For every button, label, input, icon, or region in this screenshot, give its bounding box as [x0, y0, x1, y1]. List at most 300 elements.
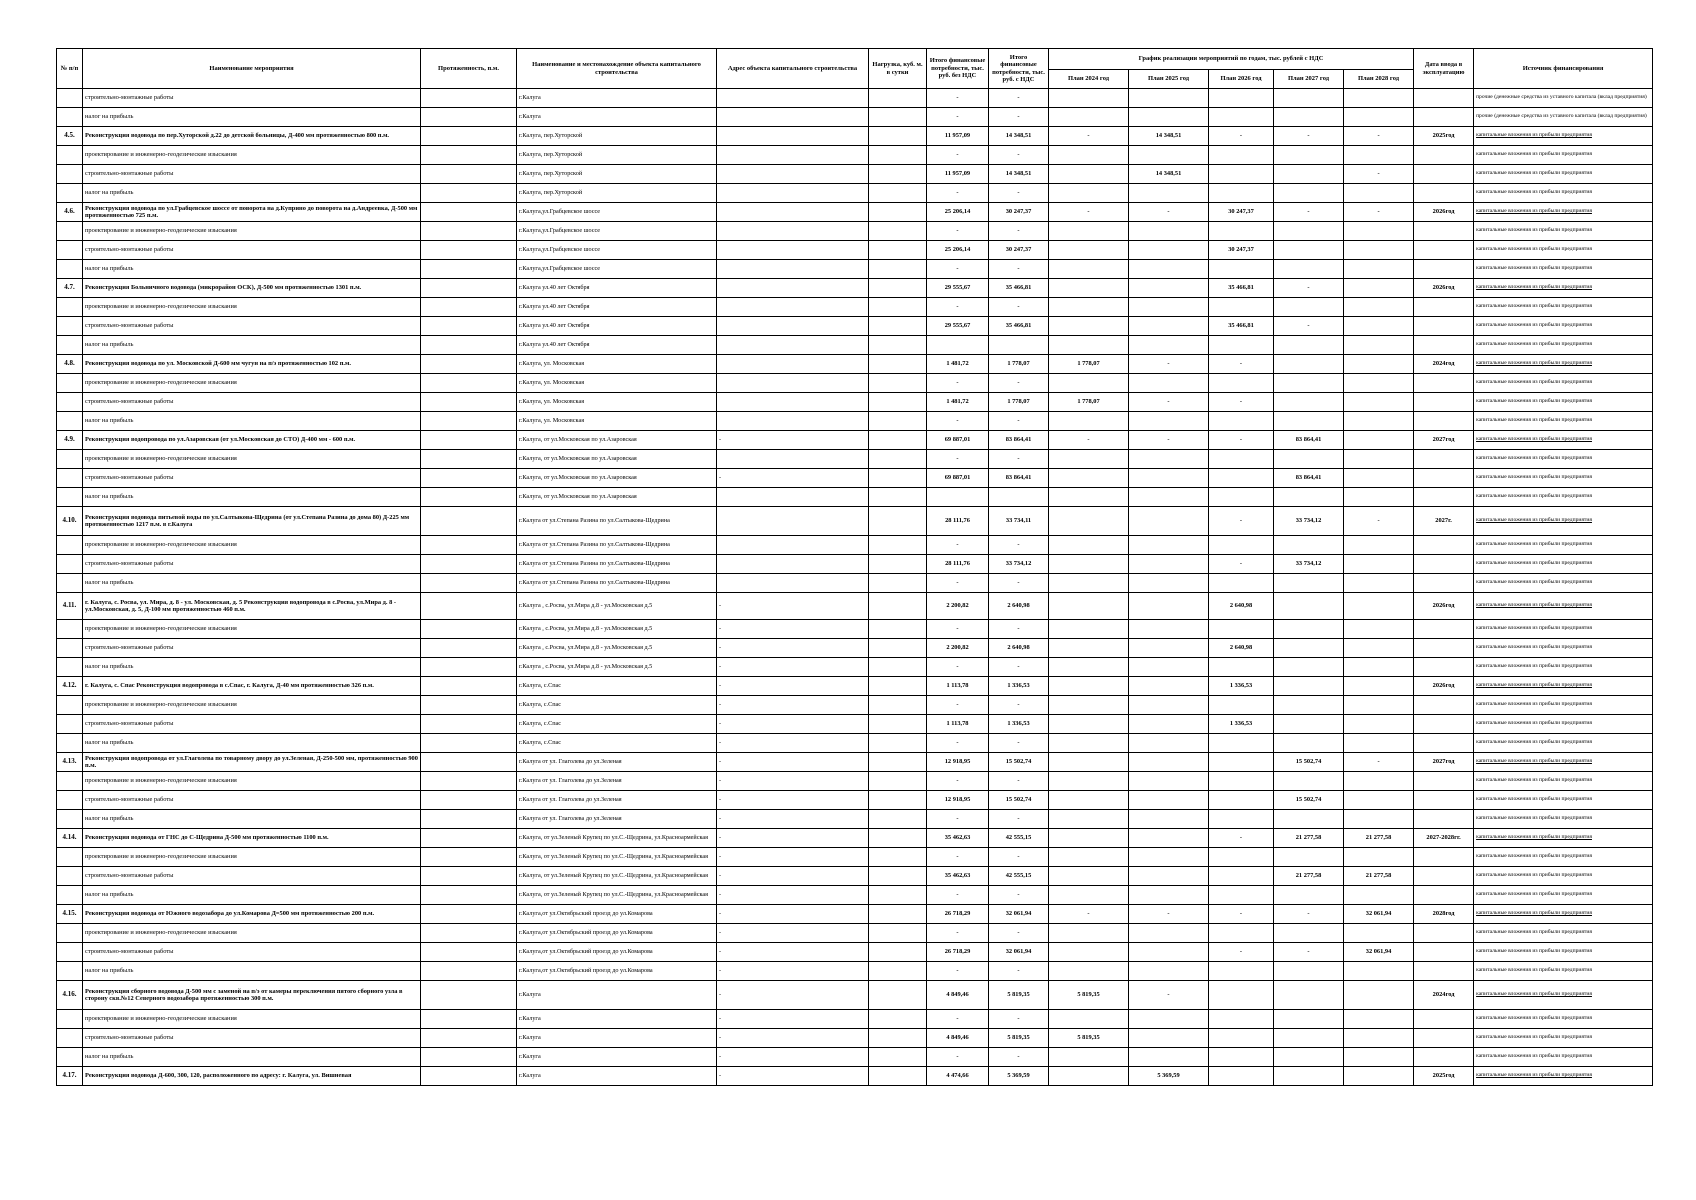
cell-y2024: 5 819,35 — [1049, 1029, 1129, 1048]
cell-load — [869, 1067, 927, 1086]
cell-name: Реконструкция водовода Д-600, 300, 120, расположенного по адресу: г. Калуга, ул. Вишневая — [83, 1067, 421, 1086]
cell-y2024 — [1049, 507, 1129, 536]
cell-total-novat: 4 474,66 — [927, 1067, 989, 1086]
cell-object: г.Калуга от ул.Степана Разина по ул.Салтыкова-Щедрина — [517, 536, 717, 555]
cell-num — [57, 943, 83, 962]
cell-object: г.Калуга, пер.Хуторской — [517, 127, 717, 146]
cell-y2025 — [1129, 943, 1209, 962]
cell-date — [1414, 89, 1474, 108]
cell-y2025 — [1129, 574, 1209, 593]
cell-source: капитальные вложения из прибыли предприятия — [1474, 1029, 1653, 1048]
cell-object: г.Калуга , с.Росва, ул.Мира д.8 - ул.Московская д.5 — [517, 620, 717, 639]
cell-total-vat: 42 555,15 — [989, 867, 1049, 886]
cell-source: капитальные вложения из прибыли предприятия — [1474, 962, 1653, 981]
cell-address — [717, 108, 869, 127]
cell-y2028 — [1344, 279, 1414, 298]
cell-address — [717, 165, 869, 184]
cell-total-novat: 28 111,76 — [927, 507, 989, 536]
cell-y2024 — [1049, 488, 1129, 507]
cell-address — [717, 536, 869, 555]
cell-y2025 — [1129, 260, 1209, 279]
cell-total-vat: - — [989, 222, 1049, 241]
cell-y2024 — [1049, 469, 1129, 488]
cell-y2024 — [1049, 450, 1129, 469]
table-row — [57, 1010, 1653, 1029]
cell-name: строительно-монтажные работы — [83, 165, 421, 184]
cell-y2026 — [1209, 620, 1274, 639]
cell-y2027 — [1274, 222, 1344, 241]
cell-total-vat: - — [989, 89, 1049, 108]
table-row — [57, 753, 1653, 772]
cell-name: Реконструкция сборного водовода Д-500 мм с заменой на п/э от камеры переключения пятого сборного узла в сторону скв.№12 Северного водозабора протяженностью 300 п.м. — [83, 981, 421, 1010]
cell-num — [57, 165, 83, 184]
cell-y2026: 30 247,37 — [1209, 203, 1274, 222]
cell-y2024 — [1049, 108, 1129, 127]
cell-source: капитальные вложения из прибыли предприятия — [1474, 593, 1653, 620]
cell-object: г.Калуга, с.Спас — [517, 734, 717, 753]
cell-source: капитальные вложения из прибыли предприятия — [1474, 772, 1653, 791]
cell-y2024 — [1049, 677, 1129, 696]
cell-y2026 — [1209, 450, 1274, 469]
cell-total-novat: - — [927, 146, 989, 165]
table-row — [57, 536, 1653, 555]
cell-length — [421, 146, 517, 165]
cell-total-vat: 14 348,51 — [989, 127, 1049, 146]
cell-load — [869, 536, 927, 555]
cell-load — [869, 905, 927, 924]
table-row — [57, 620, 1653, 639]
cell-total-novat: - — [927, 962, 989, 981]
cell-object: г.Калуга,от ул.Октябрьский проезд до ул.Комарова — [517, 962, 717, 981]
cell-date — [1414, 1048, 1474, 1067]
cell-total-novat: 25 206,14 — [927, 241, 989, 260]
cell-num: 4.17. — [57, 1067, 83, 1086]
cell-object: г.Калуга — [517, 1048, 717, 1067]
cell-object: г.Калуга, от ул.Московская по ул.Азаровская — [517, 469, 717, 488]
cell-y2024 — [1049, 867, 1129, 886]
cell-y2026 — [1209, 1010, 1274, 1029]
cell-y2027 — [1274, 1067, 1344, 1086]
cell-object: г.Калуга, с.Спас — [517, 715, 717, 734]
cell-source: капитальные вложения из прибыли предприятия — [1474, 469, 1653, 488]
cell-load — [869, 89, 927, 108]
cell-name: налог на прибыль — [83, 488, 421, 507]
cell-y2027: 15 502,74 — [1274, 753, 1344, 772]
cell-address: - — [717, 696, 869, 715]
cell-y2024 — [1049, 536, 1129, 555]
cell-y2026 — [1209, 848, 1274, 867]
cell-y2024 — [1049, 374, 1129, 393]
cell-y2025: - — [1129, 355, 1209, 374]
table-row — [57, 1029, 1653, 1048]
cell-date — [1414, 184, 1474, 203]
cell-length — [421, 1010, 517, 1029]
cell-source: капитальные вложения из прибыли предприятия — [1474, 507, 1653, 536]
cell-y2025 — [1129, 108, 1209, 127]
cell-y2028 — [1344, 981, 1414, 1010]
cell-date — [1414, 734, 1474, 753]
cell-num — [57, 108, 83, 127]
cell-total-novat: 1 113,78 — [927, 677, 989, 696]
cell-y2025: 5 369,59 — [1129, 1067, 1209, 1086]
cell-date — [1414, 848, 1474, 867]
cell-y2025: - — [1129, 431, 1209, 450]
cell-y2026 — [1209, 1048, 1274, 1067]
cell-y2027 — [1274, 810, 1344, 829]
cell-address — [717, 146, 869, 165]
cell-y2028: 32 061,94 — [1344, 905, 1414, 924]
cell-name: проектирование и инженерно-геодезические изыскания — [83, 298, 421, 317]
cell-length — [421, 412, 517, 431]
cell-length — [421, 1048, 517, 1067]
cell-object: г.Калуга от ул.Степана Разина по ул.Салтыкова-Щедрина — [517, 507, 717, 536]
cell-name: строительно-монтажные работы — [83, 639, 421, 658]
cell-source: капитальные вложения из прибыли предприятия — [1474, 184, 1653, 203]
cell-length — [421, 298, 517, 317]
cell-y2027: 83 864,41 — [1274, 469, 1344, 488]
cell-total-vat: 5 819,35 — [989, 1029, 1049, 1048]
cell-y2028 — [1344, 146, 1414, 165]
cell-name: Реконструкция водовода по пер.Хуторской д.22 до детской больницы, Д-400 мм протяженностью 800 п.м. — [83, 127, 421, 146]
cell-y2026 — [1209, 810, 1274, 829]
cell-num — [57, 924, 83, 943]
cell-length — [421, 165, 517, 184]
cell-y2028 — [1344, 412, 1414, 431]
cell-y2024 — [1049, 593, 1129, 620]
cell-y2026 — [1209, 574, 1274, 593]
cell-y2025 — [1129, 298, 1209, 317]
cell-y2026: 35 466,81 — [1209, 279, 1274, 298]
cell-y2027 — [1274, 1029, 1344, 1048]
cell-y2028 — [1344, 374, 1414, 393]
cell-load — [869, 810, 927, 829]
cell-y2024: 1 778,07 — [1049, 393, 1129, 412]
cell-y2026 — [1209, 867, 1274, 886]
table-row — [57, 943, 1653, 962]
cell-address — [717, 279, 869, 298]
cell-y2027: 83 864,41 — [1274, 431, 1344, 450]
cell-y2028 — [1344, 696, 1414, 715]
cell-name: строительно-монтажные работы — [83, 555, 421, 574]
cell-name: налог на прибыль — [83, 810, 421, 829]
cell-y2026: 30 247,37 — [1209, 241, 1274, 260]
col-date-header: Дата ввода в эксплуатацию — [1414, 49, 1474, 89]
cell-total-novat: - — [927, 222, 989, 241]
table-row — [57, 260, 1653, 279]
cell-source: капитальные вложения из прибыли предприятия — [1474, 393, 1653, 412]
cell-name: проектирование и инженерно-геодезические изыскания — [83, 772, 421, 791]
cell-total-vat: - — [989, 574, 1049, 593]
cell-num — [57, 536, 83, 555]
cell-y2025 — [1129, 1048, 1209, 1067]
cell-y2026: - — [1209, 393, 1274, 412]
cell-y2025 — [1129, 962, 1209, 981]
table-row — [57, 696, 1653, 715]
cell-object: г.Калуга,ул.Грабцевское шоссе — [517, 203, 717, 222]
table-row — [57, 298, 1653, 317]
cell-total-novat: - — [927, 810, 989, 829]
cell-load — [869, 658, 927, 677]
cell-total-novat: - — [927, 924, 989, 943]
cell-length — [421, 1067, 517, 1086]
cell-y2027: 33 734,12 — [1274, 555, 1344, 574]
cell-load — [869, 924, 927, 943]
cell-address — [717, 203, 869, 222]
cell-object: г.Калуга от ул. Глаголева до ул.Зеленая — [517, 810, 717, 829]
cell-length — [421, 981, 517, 1010]
cell-length — [421, 507, 517, 536]
cell-y2027 — [1274, 165, 1344, 184]
cell-y2026: 1 336,53 — [1209, 715, 1274, 734]
cell-load — [869, 165, 927, 184]
cell-source: капитальные вложения из прибыли предприятия — [1474, 696, 1653, 715]
cell-y2027 — [1274, 184, 1344, 203]
cell-y2025 — [1129, 677, 1209, 696]
cell-load — [869, 715, 927, 734]
cell-total-novat: 4 849,46 — [927, 981, 989, 1010]
cell-y2025: - — [1129, 905, 1209, 924]
cell-source: капитальные вложения из прибыли предприятия — [1474, 848, 1653, 867]
cell-load — [869, 962, 927, 981]
cell-length — [421, 450, 517, 469]
cell-address: - — [717, 639, 869, 658]
cell-date — [1414, 317, 1474, 336]
cell-num: 4.10. — [57, 507, 83, 536]
table-row — [57, 450, 1653, 469]
cell-y2028 — [1344, 810, 1414, 829]
cell-y2026: - — [1209, 127, 1274, 146]
cell-address: - — [717, 943, 869, 962]
cell-y2024: - — [1049, 203, 1129, 222]
cell-length — [421, 753, 517, 772]
cell-num: 4.13. — [57, 753, 83, 772]
cell-y2024 — [1049, 639, 1129, 658]
cell-total-novat: 4 849,46 — [927, 1029, 989, 1048]
cell-num: 4.15. — [57, 905, 83, 924]
cell-y2028: - — [1344, 753, 1414, 772]
cell-total-vat: 1 336,53 — [989, 715, 1049, 734]
cell-y2027 — [1274, 593, 1344, 620]
cell-y2026: - — [1209, 355, 1274, 374]
cell-y2028 — [1344, 222, 1414, 241]
cell-y2027 — [1274, 962, 1344, 981]
cell-name: г. Калуга, с. Спас Реконструкция водопровода в с.Спас, г. Калуга, Д-40 мм протяженностью 326 п.м. — [83, 677, 421, 696]
cell-y2027 — [1274, 1010, 1344, 1029]
cell-y2025 — [1129, 593, 1209, 620]
cell-y2024 — [1049, 555, 1129, 574]
cell-y2027 — [1274, 355, 1344, 374]
cell-y2024 — [1049, 241, 1129, 260]
cell-name: Реконструкция водовода от ГНС до С-Щедрина Д-500 мм протяженностью 1100 п.м. — [83, 829, 421, 848]
cell-y2025 — [1129, 374, 1209, 393]
cell-name: налог на прибыль — [83, 1048, 421, 1067]
cell-load — [869, 374, 927, 393]
cell-object: г.Калуга, от ул.Московская по ул.Азаровская — [517, 488, 717, 507]
cell-length — [421, 677, 517, 696]
cell-address — [717, 507, 869, 536]
investment-program-table — [56, 48, 1653, 1086]
cell-load — [869, 753, 927, 772]
cell-date — [1414, 146, 1474, 165]
cell-address: - — [717, 658, 869, 677]
cell-name: строительно-монтажные работы — [83, 393, 421, 412]
cell-y2028 — [1344, 1010, 1414, 1029]
cell-source: прочие (денежные средства из уставного капитала (вклад предприятия) — [1474, 89, 1653, 108]
table-row — [57, 981, 1653, 1010]
cell-y2024 — [1049, 620, 1129, 639]
cell-load — [869, 574, 927, 593]
cell-address — [717, 488, 869, 507]
cell-num: 4.7. — [57, 279, 83, 298]
cell-total-vat: 30 247,37 — [989, 203, 1049, 222]
cell-source: капитальные вложения из прибыли предприятия — [1474, 165, 1653, 184]
cell-object: г.Калуга от ул. Глаголева до ул.Зеленая — [517, 772, 717, 791]
cell-source: капитальные вложения из прибыли предприятия — [1474, 536, 1653, 555]
cell-load — [869, 298, 927, 317]
cell-object: г.Калуга, пер.Хуторской — [517, 146, 717, 165]
cell-total-novat — [927, 488, 989, 507]
cell-num — [57, 658, 83, 677]
col-num-header: № п/п — [57, 49, 83, 89]
cell-object: г.Калуга, от ул.Зеленый Крупец по ул.С.-Щедрина, ул.Красноармейская — [517, 867, 717, 886]
cell-y2024 — [1049, 574, 1129, 593]
cell-y2024 — [1049, 146, 1129, 165]
cell-y2026 — [1209, 488, 1274, 507]
cell-source: капитальные вложения из прибыли предприятия — [1474, 555, 1653, 574]
cell-object: г.Калуга — [517, 1010, 717, 1029]
cell-y2025 — [1129, 696, 1209, 715]
cell-total-novat: 25 206,14 — [927, 203, 989, 222]
cell-y2024 — [1049, 715, 1129, 734]
cell-load — [869, 336, 927, 355]
cell-y2026 — [1209, 336, 1274, 355]
table-row — [57, 374, 1653, 393]
cell-name: строительно-монтажные работы — [83, 241, 421, 260]
cell-y2027 — [1274, 886, 1344, 905]
cell-y2025 — [1129, 886, 1209, 905]
cell-date: 2026год — [1414, 279, 1474, 298]
cell-num: 4.12. — [57, 677, 83, 696]
cell-y2024 — [1049, 924, 1129, 943]
cell-num — [57, 574, 83, 593]
cell-total-novat: - — [927, 848, 989, 867]
cell-y2028 — [1344, 431, 1414, 450]
cell-load — [869, 469, 927, 488]
cell-y2024 — [1049, 810, 1129, 829]
cell-y2027 — [1274, 677, 1344, 696]
cell-length — [421, 829, 517, 848]
cell-object: г.Калуга,от ул.Октябрьский проезд до ул.Комарова — [517, 924, 717, 943]
cell-y2026 — [1209, 791, 1274, 810]
cell-num — [57, 1010, 83, 1029]
cell-object: г.Калуга, от ул.Московская по ул.Азаровская — [517, 450, 717, 469]
cell-y2027 — [1274, 89, 1344, 108]
cell-num — [57, 450, 83, 469]
cell-object: г.Калуга ул.40 лет Октября — [517, 279, 717, 298]
cell-y2025 — [1129, 555, 1209, 574]
cell-y2024 — [1049, 962, 1129, 981]
cell-length — [421, 867, 517, 886]
cell-source: капитальные вложения из прибыли предприятия — [1474, 677, 1653, 696]
cell-total-novat: 1 481,72 — [927, 393, 989, 412]
cell-y2025 — [1129, 184, 1209, 203]
cell-source: капитальные вложения из прибыли предприятия — [1474, 431, 1653, 450]
cell-object: г.Калуга, ул. Московская — [517, 355, 717, 374]
cell-date — [1414, 943, 1474, 962]
cell-total-vat: 1 778,07 — [989, 393, 1049, 412]
table-row — [57, 127, 1653, 146]
cell-y2026 — [1209, 222, 1274, 241]
cell-total-novat: 1 113,78 — [927, 715, 989, 734]
cell-y2028 — [1344, 886, 1414, 905]
cell-address — [717, 374, 869, 393]
cell-object: г.Калуга — [517, 1067, 717, 1086]
cell-total-novat: 35 462,63 — [927, 829, 989, 848]
cell-object: г.Калуга от ул.Степана Разина по ул.Салтыкова-Щедрина — [517, 555, 717, 574]
cell-length — [421, 431, 517, 450]
cell-total-novat: - — [927, 696, 989, 715]
cell-object: г.Калуга — [517, 1029, 717, 1048]
cell-length — [421, 241, 517, 260]
cell-total-novat: 26 718,29 — [927, 943, 989, 962]
cell-y2024 — [1049, 734, 1129, 753]
cell-y2028 — [1344, 89, 1414, 108]
cell-name: проектирование и инженерно-геодезические изыскания — [83, 374, 421, 393]
cell-y2028 — [1344, 574, 1414, 593]
cell-y2025 — [1129, 469, 1209, 488]
cell-date — [1414, 962, 1474, 981]
cell-source: капитальные вложения из прибыли предприятия — [1474, 336, 1653, 355]
cell-length — [421, 620, 517, 639]
cell-total-vat: - — [989, 146, 1049, 165]
cell-y2027 — [1274, 658, 1344, 677]
cell-length — [421, 810, 517, 829]
cell-y2026 — [1209, 412, 1274, 431]
cell-date — [1414, 412, 1474, 431]
cell-length — [421, 593, 517, 620]
cell-y2026: - — [1209, 905, 1274, 924]
cell-y2024 — [1049, 886, 1129, 905]
table-row — [57, 1048, 1653, 1067]
cell-y2027: - — [1274, 279, 1344, 298]
cell-num — [57, 555, 83, 574]
cell-y2025 — [1129, 924, 1209, 943]
cell-source: капитальные вложения из прибыли предприятия — [1474, 222, 1653, 241]
cell-load — [869, 791, 927, 810]
cell-object: г.Калуга, ул. Московская — [517, 374, 717, 393]
table-row — [57, 1067, 1653, 1086]
cell-length — [421, 905, 517, 924]
cell-total-novat: 2 200,82 — [927, 639, 989, 658]
cell-address: - — [717, 1067, 869, 1086]
cell-date — [1414, 108, 1474, 127]
cell-date — [1414, 336, 1474, 355]
table-row — [57, 772, 1653, 791]
cell-num — [57, 89, 83, 108]
cell-name: проектирование и инженерно-геодезические изыскания — [83, 450, 421, 469]
cell-y2028: 21 277,58 — [1344, 829, 1414, 848]
cell-y2025 — [1129, 734, 1209, 753]
cell-length — [421, 317, 517, 336]
cell-y2026: - — [1209, 555, 1274, 574]
table-row — [57, 791, 1653, 810]
cell-num — [57, 734, 83, 753]
cell-length — [421, 488, 517, 507]
cell-source: капитальные вложения из прибыли предприятия — [1474, 791, 1653, 810]
cell-y2026 — [1209, 184, 1274, 203]
cell-total-vat — [989, 336, 1049, 355]
cell-source: капитальные вложения из прибыли предприятия — [1474, 203, 1653, 222]
